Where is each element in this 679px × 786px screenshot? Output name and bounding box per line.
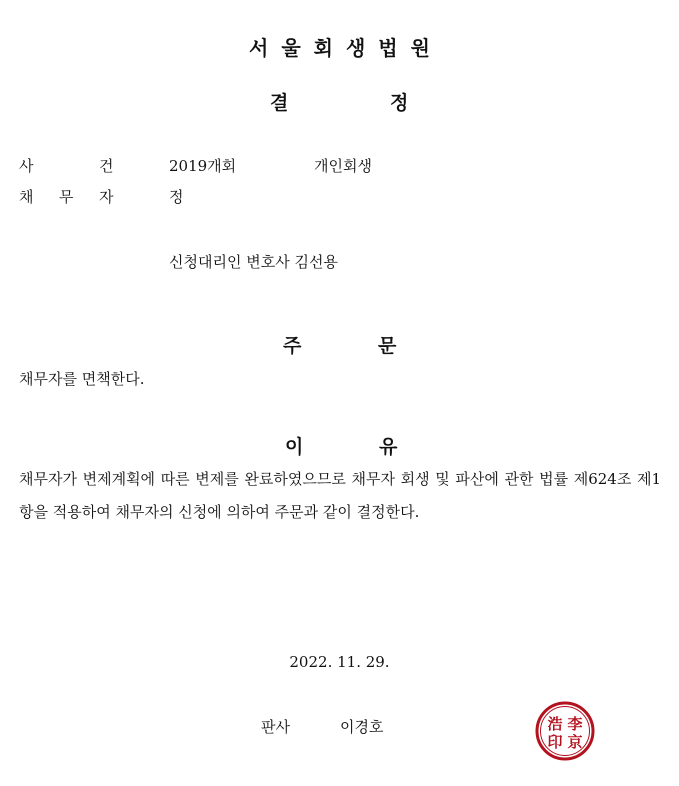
court-name: 서울회생법원 (249, 36, 443, 60)
reason-title-right: 유 (379, 436, 398, 458)
decision-date: 2022. 11. 29. (289, 653, 390, 671)
doc-type-right: 정 (390, 92, 409, 114)
svg-text:李: 李 (567, 715, 583, 733)
case-name: 개인회생 (314, 157, 372, 175)
judge-title: 판사 (261, 718, 290, 736)
case-number: 2019개회 (169, 157, 237, 175)
svg-text:印: 印 (547, 733, 563, 751)
doc-type-left: 결 (270, 92, 289, 114)
judge-name: 이경호 (340, 718, 384, 736)
svg-text:京: 京 (567, 733, 583, 751)
order-text: 채무자를 면책한다. (19, 370, 145, 388)
svg-text:浩: 浩 (547, 715, 563, 733)
reason-title-left: 이 (285, 436, 304, 458)
order-title-right: 문 (378, 335, 397, 357)
judge-seal-icon (534, 700, 596, 762)
order-title-left: 주 (283, 335, 302, 357)
applicant-agent: 신청대리인 변호사 김선용 (169, 253, 338, 271)
reason-text: 채무자가 변제계획에 따른 변제를 완료하였으므로 채무자 회생 및 파산에 관한 법률 제624조 제1항을 적용하여 채무자의 신청에 의하여 주문과 같이 결정한다. (19, 470, 661, 521)
debtor-name: 정 (169, 188, 184, 206)
